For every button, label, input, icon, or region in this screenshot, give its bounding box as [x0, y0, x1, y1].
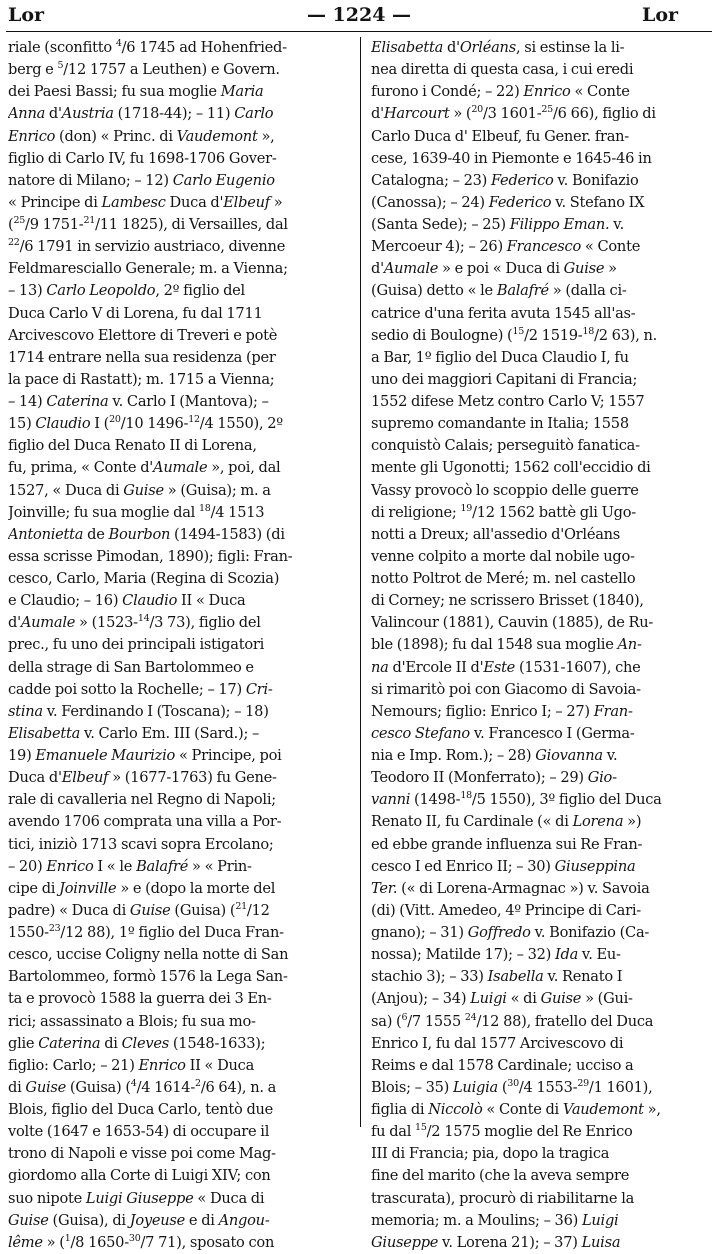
- column-divider: [360, 37, 361, 1127]
- right-column-line: sedio di Boulogne) ($^{15}$/2 1519-$^{18}$/2 63), n.: [371, 325, 658, 344]
- right-column-line: cesco I ed Enrico II; – 30) Giuseppina: [371, 857, 636, 875]
- left-column-line: avendo 1706 comprata una villa a Por-: [8, 813, 282, 831]
- left-column-line: figlio di Carlo IV, fu 1698-1706 Gover-: [8, 149, 277, 167]
- right-column-line: fu dal $^{15}$/2 1575 moglie del Re Enrico: [371, 1122, 633, 1141]
- left-column-line: Antonietta de Bourbon (1494-1583) (di: [8, 525, 285, 543]
- left-column-line: giordomo alla Corte di Luigi XIV; con: [8, 1167, 271, 1185]
- right-column-line: notto Poltrot de Meré; m. nel castello: [371, 570, 636, 587]
- left-column-line: rale di cavalleria nel Regno di Napoli;: [8, 791, 276, 809]
- right-column-line: (Canossa); – 24) Federico v. Stefano IX: [371, 193, 645, 211]
- page-header: [0, 0, 718, 30]
- right-column-line: supremo comandante in Italia; 1558: [371, 415, 629, 433]
- right-column-line: nia e Imp. Rom.); – 28) Giovanna v.: [371, 747, 618, 764]
- right-column-line: fine del marito (che la aveva sempre: [371, 1167, 630, 1185]
- right-column-line: Elisabetta d'Orléans, si estinse la li-: [371, 39, 625, 56]
- left-column-line: stina v. Ferdinando I (Toscana); – 18): [8, 702, 269, 720]
- left-column-line: dei Paesi Bassi; fu sua moglie Maria: [8, 83, 264, 101]
- right-column-line: (Guisa) detto « le Balafré » (dalla ci-: [371, 282, 627, 300]
- left-column-line: Elisabetta v. Carlo Em. III (Sard.); –: [8, 724, 260, 742]
- left-column-line: 19) Emanuele Maurizio « Principe, poi: [8, 747, 282, 764]
- left-column-line: 1527, « Duca di Guise » (Guisa); m. a: [8, 481, 271, 499]
- right-column-line: na d'Ercole II d'Este (1531-1607), che: [371, 658, 641, 676]
- right-column-line: (di) (Vitt. Amedeo, 4º Principe di Cari-: [371, 901, 641, 919]
- left-column-line: Anna d'Austria (1718-44); – 11) Carlo: [8, 105, 274, 123]
- right-column-line: vanni (1498-$^{18}$/5 1550), 3º figlio del Duca: [371, 790, 662, 809]
- right-column-line: Enrico I, fu dal 1577 Arcivescovo di: [371, 1034, 624, 1052]
- left-column-line: « Principe di Lambesc Duca d'Elbeuf »: [8, 193, 283, 211]
- left-column-line: fu, prima, « Conte d'Aumale », poi, dal: [8, 459, 281, 477]
- right-column-line: Catalogna; – 23) Federico v. Bonifazio: [371, 171, 639, 189]
- right-column-line: d'Aumale » e poi « Duca di Guise »: [371, 260, 617, 278]
- left-column-line: figlio: Carlo; – 21) Enrico II « Duca: [8, 1056, 255, 1074]
- right-column-line: nea diretta di questa casa, i cui eredi: [371, 61, 634, 79]
- left-column-line: riale (sconfitto $^4$/6 1745 ad Hohenfried-: [8, 38, 287, 56]
- right-column-line: si rimaritò poi con Giacomo di Savoia-: [371, 680, 641, 698]
- right-column-line: Vassy provocò lo scoppio delle guerre: [371, 481, 639, 499]
- left-column-line: 15) Claudio I ($^{20}$/10 1496-$^{12}$/4 1550), 2º: [8, 414, 283, 433]
- right-column-line: Nemours; figlio: Enrico I; – 27) Fran-: [371, 702, 633, 720]
- right-column-line: gnano); – 31) Goffredo v. Bonifazio (Ca-: [371, 924, 650, 941]
- right-column-line: di Corney; ne scrissero Brisset (1840),: [371, 592, 644, 610]
- right-column-line: figlia di Niccolò « Conte di Vaudemont »,: [371, 1101, 661, 1118]
- left-column-line: Blois, figlio del Duca Carlo, tentò due: [8, 1101, 274, 1118]
- right-column-line: cesco Stefano v. Francesco I (Germa-: [371, 724, 635, 742]
- left-column-line: Enrico (don) « Princ. di Vaudemont »,: [8, 127, 275, 145]
- right-column-line: stachio 3); – 33) Isabella v. Renato I: [371, 968, 623, 986]
- right-column-line: sa) ($^6$/7 1555 $^{24}$/12 88), fratello del Duca: [371, 1011, 654, 1030]
- header-left-keyword: Lor: [8, 4, 45, 26]
- right-column-line: cese, 1639-40 in Piemonte e 1645-46 in: [371, 149, 652, 167]
- left-column-line: suo nipote Luigi Giuseppe « Duca di: [8, 1189, 265, 1207]
- left-column-line: cesco, uccise Coligny nella notte di San: [8, 946, 289, 964]
- page-number: — 1224 —: [306, 4, 412, 26]
- left-column-line: natore di Milano; – 12) Carlo Eugenio: [8, 171, 275, 189]
- right-column-line: memoria; m. a Moulins; – 36) Luigi: [371, 1211, 619, 1229]
- left-column-line: Bartolommeo, formò 1576 la Lega San-: [8, 968, 288, 986]
- right-column-line: a Bar, 1º figlio del Duca Claudio I, fu: [371, 348, 629, 366]
- right-column-line: ble (1898); fu dal 1548 sua moglie An-: [371, 636, 642, 654]
- right-column-line: furono i Condé; – 22) Enrico « Conte: [371, 83, 630, 101]
- left-column-line: Feldmaresciallo Generale; m. a Vienna;: [8, 260, 288, 278]
- left-column-line: ta e provocò 1588 la guerra dei 3 En-: [8, 990, 272, 1008]
- left-column-line: di Guise (Guisa) ($^4$/4 1614-$^2$/6 64), n. a: [8, 1078, 277, 1096]
- right-column-line: uno dei maggiori Capitani di Francia;: [371, 370, 638, 388]
- left-column-line: glie Caterina di Cleves (1548-1633);: [8, 1034, 266, 1052]
- right-column-line: conquistò Calais; perseguitò fanatica-: [371, 437, 640, 455]
- right-column-line: Ter. (« di Lorena-Armagnac ») v. Savoia: [371, 879, 650, 897]
- right-column-line: ed ebbe grande influenza sui Re Fran-: [371, 835, 643, 853]
- right-column-line: venne colpito a morte dal nobile ugo-: [371, 547, 635, 565]
- header-rule: [6, 31, 712, 32]
- right-column-line: catrice d'una ferita avuta 1545 all'as-: [371, 304, 636, 322]
- left-column-line: tici, iniziò 1713 scavi sopra Ercolano;: [8, 835, 274, 853]
- right-column-line: mente gli Ugonotti; 1562 coll'eccidio di: [371, 459, 651, 477]
- left-column-line: volte (1647 e 1653-54) di occupare il: [8, 1123, 270, 1141]
- right-column: [371, 37, 715, 1254]
- left-column-line: Duca d'Elbeuf » (1677-1763) fu Gene-: [8, 769, 277, 787]
- right-column-line: d'Harcourt » ($^{20}$/3 1601-$^{25}$/6 66), figlio di: [371, 104, 656, 123]
- left-column-line: ($^{25}$/9 1751-$^{21}$/11 1825), di Versailles, dal: [8, 215, 288, 233]
- right-column-line: Blois; – 35) Luigia ($^{30}$/4 1553-$^{29}$/1 1601),: [371, 1078, 653, 1096]
- left-column-line: padre) « Duca di Guise (Guisa) ($^{21}$/12: [8, 901, 270, 919]
- right-column-line: Teodoro II (Monferrato); – 29) Gio-: [371, 769, 617, 787]
- right-column-line: Valincour (1881), Cauvin (1885), de Ru-: [371, 614, 654, 632]
- right-column-line: notti a Dreux; all'assedio d'Orléans: [371, 525, 621, 543]
- left-column-line: essa scrisse Pimodan, 1890); figli: Fran-: [8, 547, 293, 565]
- left-column-line: trono di Napoli e visse poi come Mag-: [8, 1145, 276, 1163]
- right-column-line: III di Francia; pia, dopo la tragica: [371, 1145, 610, 1163]
- left-column-line: prec., fu uno dei principali istigatori: [8, 636, 265, 654]
- right-column-line: (Anjou); – 34) Luigi « di Guise » (Gui-: [371, 990, 633, 1008]
- left-column-line: Guise (Guisa), di Joyeuse e di Angou-: [8, 1211, 270, 1229]
- right-column-line: Renato II, fu Cardinale (« di Lorena »): [371, 813, 642, 831]
- right-column-line: Mercoeur 4); – 26) Francesco « Conte: [371, 238, 641, 256]
- left-column-line: $^{22}$/6 1791 in servizio austriaco, divenne: [8, 237, 286, 256]
- left-column-line: cipe di Joinville » e (dopo la morte del: [8, 879, 276, 897]
- left-column-line: cesco, Carlo, Maria (Regina di Scozia): [8, 570, 280, 587]
- left-column-line: cadde poi sotto la Rochelle; – 17) Cri-: [8, 680, 273, 698]
- left-column-line: – 20) Enrico I « le Balafré » « Prin-: [8, 857, 252, 875]
- right-column-line: trascurata), procurò di riabilitarne la: [371, 1189, 635, 1207]
- right-column-line: (Santa Sede); – 25) Filippo Eman. v.: [371, 216, 624, 233]
- left-column-line: – 13) Carlo Leopoldo, 2º figlio del: [8, 282, 245, 300]
- left-column-line: berg e $^5$/12 1757 a Leuthen) e Govern.: [8, 60, 280, 79]
- right-column-line: nossa); Matilde 17); – 32) Ida v. Eu-: [371, 946, 621, 964]
- right-column-line: Carlo Duca d' Elbeuf, fu Gener. fran-: [371, 127, 629, 145]
- left-column-line: Arcivescovo Elettore di Treveri e potè: [8, 326, 278, 344]
- left-column-line: Joinville; fu sua moglie dal $^{18}$/4 1513: [8, 502, 265, 521]
- left-column-line: – 14) Caterina v. Carlo I (Mantova); –: [8, 393, 269, 410]
- left-column-line: della strage di San Bartolommeo e: [8, 658, 254, 676]
- left-column-line: figlio del Duca Renato II di Lorena,: [8, 437, 257, 455]
- right-column-line: 1552 difese Metz contro Carlo V; 1557: [371, 393, 645, 410]
- left-column-line: 1550-$^{23}$/12 88), 1º figlio del Duca Fran-: [8, 923, 284, 941]
- left-column-line: lême » ($^1$/8 1650-$^{30}$/7 71), sposato con: [8, 1232, 275, 1251]
- left-column-line: la pace di Rastatt); m. 1715 a Vienna;: [8, 370, 275, 388]
- left-column: [8, 37, 352, 1254]
- left-column-line: e Claudio; – 16) Claudio II « Duca: [8, 592, 246, 610]
- header-right-keyword: Lor: [641, 4, 678, 26]
- right-column-line: Giuseppe v. Lorena 21); – 37) Luisa: [371, 1233, 621, 1251]
- right-column-line: di religione; $^{19}$/12 1562 battè gli Ugo-: [371, 502, 636, 521]
- left-column-line: Duca Carlo V di Lorena, fu dal 1711: [8, 304, 263, 322]
- right-column-line: Reims e dal 1578 Cardinale; ucciso a: [371, 1056, 634, 1074]
- left-column-line: rici; assassinato a Blois; fu sua mo-: [8, 1012, 256, 1030]
- left-column-line: 1714 entrare nella sua residenza (per: [8, 348, 276, 366]
- left-column-line: d'Aumale » (1523-$^{14}$/3 73), figlio del: [8, 613, 261, 632]
